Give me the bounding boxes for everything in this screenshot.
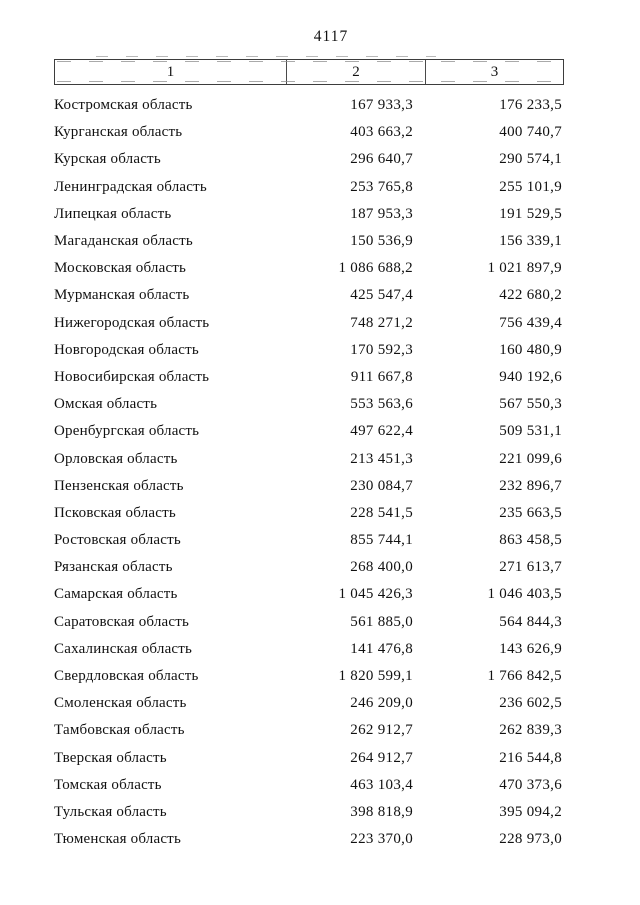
region-name-cell: Курганская область bbox=[54, 124, 183, 141]
value-col3-cell: 940 192,6 bbox=[499, 368, 562, 385]
value-col3-cell: 1 766 842,5 bbox=[487, 668, 562, 685]
table-row bbox=[54, 418, 562, 445]
region-name-cell: Саратовская область bbox=[54, 613, 190, 630]
value-col3-cell: 191 529,5 bbox=[499, 205, 562, 222]
value-col3-cell: 156 339,1 bbox=[499, 233, 562, 250]
value-col3-cell: 160 480,9 bbox=[499, 341, 562, 358]
value-col2-cell: 268 400,0 bbox=[350, 559, 413, 576]
value-col2-cell: 213 451,3 bbox=[350, 450, 413, 467]
table-row bbox=[54, 391, 562, 418]
value-col2-cell: 497 622,4 bbox=[350, 423, 413, 440]
region-name-cell: Новгородская область bbox=[54, 341, 199, 358]
value-col2-cell: 167 933,3 bbox=[350, 97, 413, 114]
value-col3-cell: 143 626,9 bbox=[499, 640, 562, 657]
table-row bbox=[54, 445, 562, 472]
value-col2-cell: 911 667,8 bbox=[350, 368, 413, 385]
region-name-cell: Костромская область bbox=[54, 97, 193, 114]
value-col2-cell: 187 953,3 bbox=[350, 205, 413, 222]
value-col2-cell: 246 209,0 bbox=[350, 695, 413, 712]
value-col3-cell: 216 544,8 bbox=[499, 749, 562, 766]
table-row bbox=[54, 527, 562, 554]
value-col3-cell: 509 531,1 bbox=[499, 423, 562, 440]
value-col2-cell: 296 640,7 bbox=[350, 151, 413, 168]
value-col3-cell: 235 663,5 bbox=[499, 504, 562, 521]
region-name-cell: Псковская область bbox=[54, 504, 176, 521]
value-col3-cell: 176 233,5 bbox=[499, 97, 562, 114]
table-row bbox=[54, 310, 562, 337]
table-row bbox=[54, 364, 562, 391]
table-row bbox=[54, 282, 562, 309]
value-col3-cell: 567 550,3 bbox=[499, 396, 562, 413]
value-col2-cell: 425 547,4 bbox=[350, 287, 413, 304]
value-col2-cell: 230 084,7 bbox=[350, 477, 413, 494]
table-row bbox=[54, 745, 562, 772]
value-col3-cell: 400 740,7 bbox=[499, 124, 562, 141]
scan-artifact-line bbox=[96, 56, 436, 57]
region-name-cell: Тамбовская область bbox=[54, 722, 185, 739]
table-row bbox=[54, 717, 562, 744]
value-col2-cell: 561 885,0 bbox=[350, 613, 413, 630]
value-col2-cell: 1 820 599,1 bbox=[338, 668, 413, 685]
value-col2-cell: 150 536,9 bbox=[350, 233, 413, 250]
column-header-1: 1 bbox=[166, 64, 175, 80]
value-col3-cell: 236 602,5 bbox=[499, 695, 562, 712]
column-header-2: 2 bbox=[286, 60, 425, 84]
region-name-cell: Нижегородская область bbox=[54, 314, 210, 331]
region-name-cell: Самарская область bbox=[54, 586, 178, 603]
region-name-cell: Сахалинская область bbox=[54, 640, 193, 657]
value-col3-cell: 232 896,7 bbox=[499, 477, 562, 494]
value-col2-cell: 1 045 426,3 bbox=[338, 586, 413, 603]
table-row bbox=[54, 500, 562, 527]
table-row bbox=[54, 255, 562, 282]
table-row bbox=[54, 663, 562, 690]
table-row bbox=[54, 228, 562, 255]
value-col2-cell: 170 592,3 bbox=[350, 341, 413, 358]
table-header-row bbox=[54, 59, 564, 85]
value-col3-cell: 564 844,3 bbox=[499, 613, 562, 630]
table-row bbox=[54, 636, 562, 663]
table-row bbox=[54, 92, 562, 119]
value-col2-cell: 463 103,4 bbox=[350, 776, 413, 793]
region-name-cell: Смоленская область bbox=[54, 695, 187, 712]
region-name-cell: Омская область bbox=[54, 396, 158, 413]
table-row bbox=[54, 554, 562, 581]
value-col3-cell: 255 101,9 bbox=[499, 178, 562, 195]
value-col3-cell: 1 021 897,9 bbox=[487, 260, 562, 277]
value-col3-cell: 262 839,3 bbox=[499, 722, 562, 739]
region-name-cell: Магаданская область bbox=[54, 233, 193, 250]
value-col2-cell: 253 765,8 bbox=[350, 178, 413, 195]
region-name-cell: Тверская область bbox=[54, 749, 167, 766]
table-row bbox=[54, 337, 562, 364]
value-col3-cell: 863 458,5 bbox=[499, 532, 562, 549]
value-col2-cell: 223 370,0 bbox=[350, 831, 413, 848]
value-col3-cell: 271 613,7 bbox=[499, 559, 562, 576]
value-col3-cell: 470 373,6 bbox=[499, 776, 562, 793]
region-name-cell: Томская область bbox=[54, 776, 162, 793]
table-row bbox=[54, 609, 562, 636]
region-name-cell: Курская область bbox=[54, 151, 161, 168]
table-row bbox=[54, 581, 562, 608]
table-row bbox=[54, 772, 562, 799]
value-col2-cell: 398 818,9 bbox=[350, 803, 413, 820]
table-row bbox=[54, 826, 562, 853]
value-col2-cell: 403 663,2 bbox=[350, 124, 413, 141]
value-col3-cell: 228 973,0 bbox=[499, 831, 562, 848]
table-row bbox=[54, 174, 562, 201]
region-name-cell: Московская область bbox=[54, 260, 187, 277]
region-name-cell: Ленинградская область bbox=[54, 178, 207, 195]
value-col2-cell: 262 912,7 bbox=[350, 722, 413, 739]
value-col2-cell: 141 476,8 bbox=[350, 640, 413, 657]
region-name-cell: Тюменская область bbox=[54, 831, 181, 848]
table-row bbox=[54, 201, 562, 228]
region-name-cell: Мурманская область bbox=[54, 287, 190, 304]
page-number: 4117 bbox=[313, 28, 349, 45]
value-col2-cell: 855 744,1 bbox=[350, 532, 413, 549]
region-name-cell: Пензенская область bbox=[54, 477, 184, 494]
value-col2-cell: 748 271,2 bbox=[350, 314, 413, 331]
region-name-cell: Орловская область bbox=[54, 450, 178, 467]
value-col3-cell: 221 099,6 bbox=[499, 450, 562, 467]
value-col2-cell: 1 086 688,2 bbox=[338, 260, 413, 277]
value-col3-cell: 422 680,2 bbox=[499, 287, 562, 304]
region-name-cell: Тульская область bbox=[54, 803, 167, 820]
value-col2-cell: 228 541,5 bbox=[350, 504, 413, 521]
value-col2-cell: 553 563,6 bbox=[350, 396, 413, 413]
region-name-cell: Свердловская область bbox=[54, 668, 199, 685]
table-body bbox=[54, 92, 562, 853]
table-row bbox=[54, 799, 562, 826]
region-name-cell: Новосибирская область bbox=[54, 368, 210, 385]
value-col3-cell: 395 094,2 bbox=[499, 803, 562, 820]
table-row bbox=[54, 473, 562, 500]
region-name-cell: Рязанская область bbox=[54, 559, 173, 576]
table-row bbox=[54, 690, 562, 717]
column-header-3: 3 bbox=[425, 60, 563, 84]
value-col3-cell: 756 439,4 bbox=[499, 314, 562, 331]
region-name-cell: Липецкая область bbox=[54, 205, 172, 222]
region-name-cell: Ростовская область bbox=[54, 532, 181, 549]
region-name-cell: Оренбургская область bbox=[54, 423, 200, 440]
value-col3-cell: 1 046 403,5 bbox=[487, 586, 562, 603]
table-row bbox=[54, 119, 562, 146]
table-row bbox=[54, 146, 562, 173]
value-col3-cell: 290 574,1 bbox=[499, 151, 562, 168]
value-col2-cell: 264 912,7 bbox=[350, 749, 413, 766]
